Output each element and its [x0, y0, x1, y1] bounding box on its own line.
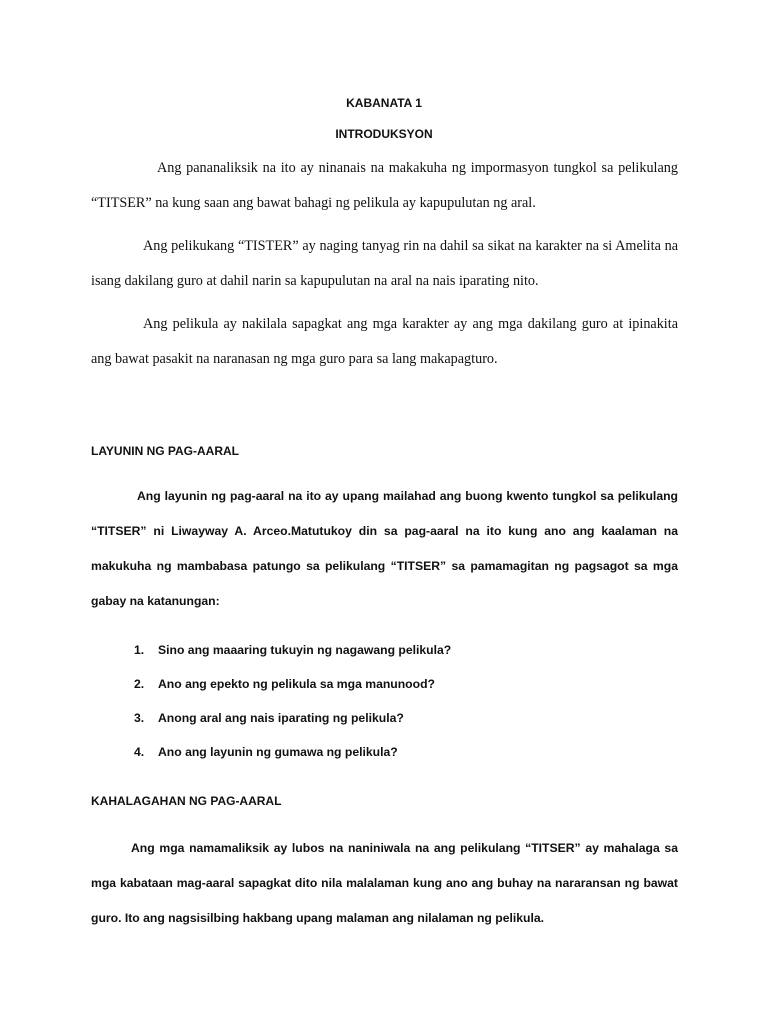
kahalagahan-paragraph: Ang mga namamaliksik ay lubos na naniniwala na ang pelikulang “TITSER” ay mahalaga sa mga kabataan mag-aaral sapagkat dito nila malalaman kung ano ang buhay na nararansan ng bawat guro. Ito ang nagsisilbing hakbang upang malaman ang nilalaman ng pelikula.	[91, 841, 678, 925]
intro-title: INTRODUKSYON	[335, 127, 433, 141]
layunin-title: LAYUNIN NG PAG-AARAL	[91, 444, 240, 458]
list-item: 2. Ano ang epekto ng pelikula sa mga manunood?	[134, 677, 435, 691]
questions-list	[134, 642, 451, 778]
kahalagahan-title: KAHALAGAHAN NG PAG-AARAL	[91, 794, 282, 808]
list-item: 1. Sino ang maaaring tukuyin ng nagawang pelikula?	[134, 643, 452, 657]
list-item: 4. Ano ang layunin ng gumawa ng pelikula?	[134, 745, 398, 759]
chapter-title: KABANATA 1	[346, 96, 422, 110]
layunin-paragraph: Ang layunin ng pag-aaral na ito ay upang mailahad ang buong kwento tungkol sa pelikulang “TITSER” ni Liwayway A. Arceo.Matutukoy din sa pag-aaral na ito kung ano ang kaalaman na makukuha ng mambabasa patungo sa pelikulang “TITSER” sa pamamagitan ng pagsagot sa mga gabay na katanungan:	[91, 489, 678, 608]
intro-paragraph-3: Ang pelikula ay nakilala sapagkat ang mga karakter ay ang mga dakilang guro at ipinakita ang bawat pasakit na naranasan ng mga guro para sa lang makapagturo.	[91, 316, 678, 367]
list-item: 3. Anong aral ang nais iparating ng pelikula?	[134, 711, 404, 725]
intro-paragraph-2: Ang pelikukang “TISTER” ay naging tanyag rin na dahil sa sikat na karakter na si Amelita na isang dakilang guro at dahil narin sa kapupulutan na aral na nais iparating nito.	[91, 238, 678, 289]
intro-paragraph-1: Ang pananaliksik na ito ay ninanais na makakuha ng impormasyon tungkol sa pelikulang “TITSER” na kung saan ang bawat bahagi ng pelikula ay kapupulutan ng aral.	[91, 160, 678, 211]
